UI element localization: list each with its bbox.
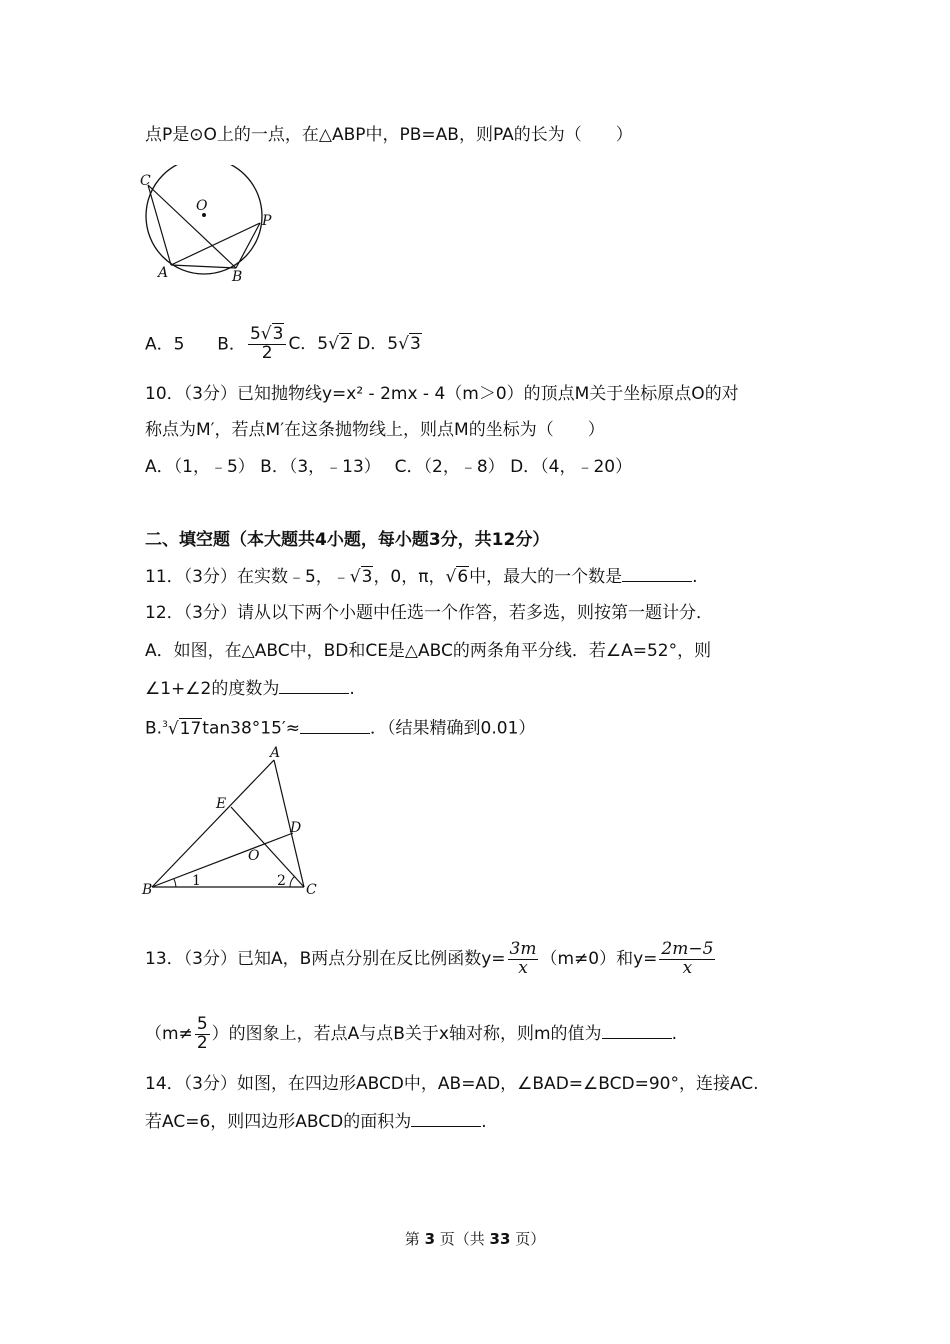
q9-option-b-prefix: B． <box>217 334 246 355</box>
q11-mid: ，0，π， <box>373 567 446 587</box>
segment-bd <box>152 833 293 887</box>
section-title: 二、填空题（本大题共4小题，每小题3分，共12分） <box>145 530 550 550</box>
q9-option-d: D．5√3 <box>351 334 421 355</box>
q12-triangle-figure <box>138 742 328 902</box>
q9-b-den: 2 <box>261 342 273 363</box>
q13-fraction-2: $\frac{2m-5}{x}$ <box>661 938 714 978</box>
q13-fraction-3: $\frac{5}{2}$ <box>196 1013 208 1053</box>
q11-post: 中，最大的一个数是 <box>469 567 623 587</box>
label-b: B <box>142 882 153 898</box>
page-total: 33 <box>489 1230 511 1248</box>
segment-ce <box>231 807 304 887</box>
q10-line1: 10．（3分）已知抛物线y=x² - 2mx - 4（m＞0）的顶点M关于坐标原点O的对 <box>145 384 739 404</box>
q9-option-c: C．5√2 <box>288 334 351 355</box>
q11-sqrt3: √3 <box>349 567 373 587</box>
q12-line1: 12．（3分）请从以下两个小题中任选一个作答，若多选，则按第一题计分． <box>145 603 713 623</box>
q9-option-a: A．5 <box>145 334 185 355</box>
label-p: P <box>262 213 272 229</box>
cube-root-index: 3 <box>162 720 168 730</box>
q9-b-coef: 5 <box>249 324 261 344</box>
q12a-answer-blank <box>279 677 349 694</box>
page-footer: 第 3 页（共 33 页） <box>404 1230 546 1248</box>
label-c: C <box>306 882 317 898</box>
circle-o <box>146 165 262 274</box>
q11-pre: 11．（3分）在实数﹣5，﹣ <box>145 567 350 587</box>
q14-line2: 若AC=6，则四边形ABCD的面积为 . <box>145 1112 487 1132</box>
segment-ap <box>171 223 260 265</box>
q14-answer-blank <box>411 1110 481 1127</box>
q14-line1: 14．（3分）如图，在四边形ABCD中，AB=AD，∠BAD=∠BCD=90°，连接AC. <box>145 1074 759 1094</box>
label-a: A <box>270 745 281 761</box>
q9-circle-figure <box>138 165 278 285</box>
segment-ab <box>171 265 236 268</box>
q9-b-rad: 3 <box>272 324 284 344</box>
q13-line2: （m≠ $\frac{5}{2}$ ）的图象上，若点A与点B关于x轴对称，则m的值为 . <box>145 1013 677 1053</box>
q10-line2: 称点为M′，若点M′在这条抛物线上，则点M的坐标为（ ） <box>145 420 605 440</box>
q11: 11．（3分）在实数﹣5，﹣√3，0，π，√6中，最大的一个数是 . <box>145 567 698 587</box>
label-angle-2: 2 <box>277 873 286 889</box>
q9-stem: 点P是⊙O上的一点，在△ABP中，PB=AB，则PA的长为（ ） <box>145 125 633 145</box>
label-o: O <box>248 848 260 864</box>
label-d: D <box>290 820 302 836</box>
page-number: 3 <box>424 1230 435 1248</box>
q12-b: B.$^3$√17tan38°15′≈ ．（结果精确到0.01） <box>145 718 536 739</box>
q12b-answer-blank <box>300 717 370 734</box>
q9-options <box>145 326 422 363</box>
q12-line2: A．如图，在△ABC中，BD和CE是△ABC的两条角平分线．若∠A=52°，则 <box>145 641 712 661</box>
q13-fraction-1: $\frac{3m}{x}$ <box>509 938 537 978</box>
q12-cube-root: √17 <box>167 718 202 739</box>
label-c: C <box>140 173 151 189</box>
q9-option-b-fraction: $\frac{5√3}{2}$ <box>248 326 287 363</box>
q10-options: A．（1，﹣5） B．（3，﹣13） C．（2，﹣8） D．（4，﹣20） <box>145 457 633 477</box>
q13-line1: 13．（3分）已知A，B两点分别在反比例函数y= $\frac{3m}{x}$ （m≠0）和y= $\frac{2m-5}{x}$ <box>145 938 714 978</box>
label-o: O <box>196 198 208 214</box>
q12-line3: ∠1+∠2的度数为 . <box>145 679 355 699</box>
q13-answer-blank <box>602 1022 672 1039</box>
angle-1-arc <box>174 879 176 887</box>
q11-answer-blank <box>622 565 692 582</box>
angle-2-arc <box>290 876 295 887</box>
label-angle-1: 1 <box>192 873 201 889</box>
label-b: B <box>232 269 243 285</box>
segment-bp <box>236 223 260 268</box>
label-e: E <box>216 796 227 812</box>
segment-ab <box>152 760 274 887</box>
q11-sqrt6: √6 <box>445 567 469 587</box>
label-a: A <box>158 265 169 281</box>
